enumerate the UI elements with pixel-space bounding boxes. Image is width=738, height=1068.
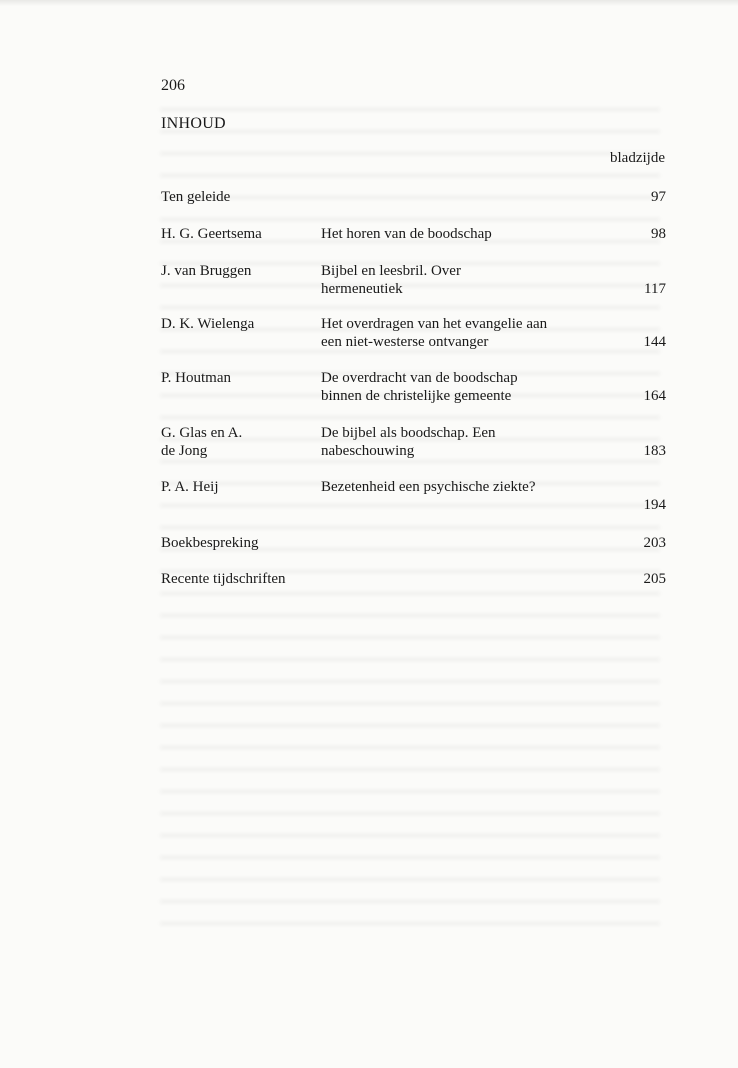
toc-page-number: 144	[643, 334, 666, 350]
toc-author: D. K. Wielenga	[161, 316, 255, 332]
toc-entry-label: Boekbespreking	[161, 535, 259, 551]
page-number: 206	[161, 77, 185, 94]
toc-title: Bezetenheid een psychische ziekte?	[321, 479, 536, 495]
column-header-page: bladzijde	[610, 150, 665, 166]
toc-entry-label: Ten geleide	[161, 189, 231, 205]
page-edge	[0, 0, 738, 6]
toc-page-number: 164	[643, 388, 666, 404]
toc-author: P. Houtman	[161, 370, 232, 386]
toc-page-number: 203	[643, 535, 666, 551]
toc-page-number: 98	[651, 226, 666, 242]
toc-author: P. A. Heij	[161, 479, 219, 495]
toc-page-number: 97	[651, 189, 666, 205]
toc-title: De overdracht van de boodschap binnen de christelijke gemeente	[321, 370, 518, 404]
toc-title: Het horen van de boodschap	[321, 226, 492, 242]
toc-page-number: 205	[643, 571, 666, 587]
toc-page-number: 117	[644, 281, 666, 297]
toc-author: H. G. Geertsema	[161, 226, 262, 242]
toc-page-number: 183	[643, 443, 666, 459]
toc-author: J. van Bruggen	[161, 263, 252, 279]
toc-title: Bijbel en leesbril. Over hermeneutiek	[321, 263, 461, 297]
toc-page-number: 194	[643, 497, 666, 513]
toc-author: G. Glas en A. de Jong	[161, 425, 243, 459]
toc-title: Het overdragen van het evangelie aan een niet-westerse ontvanger	[321, 316, 548, 350]
page-title: INHOUD	[161, 115, 226, 132]
toc-entry-label: Recente tijdschriften	[161, 571, 286, 587]
toc-title: De bijbel als boodschap. Een nabeschouwing	[321, 425, 496, 459]
